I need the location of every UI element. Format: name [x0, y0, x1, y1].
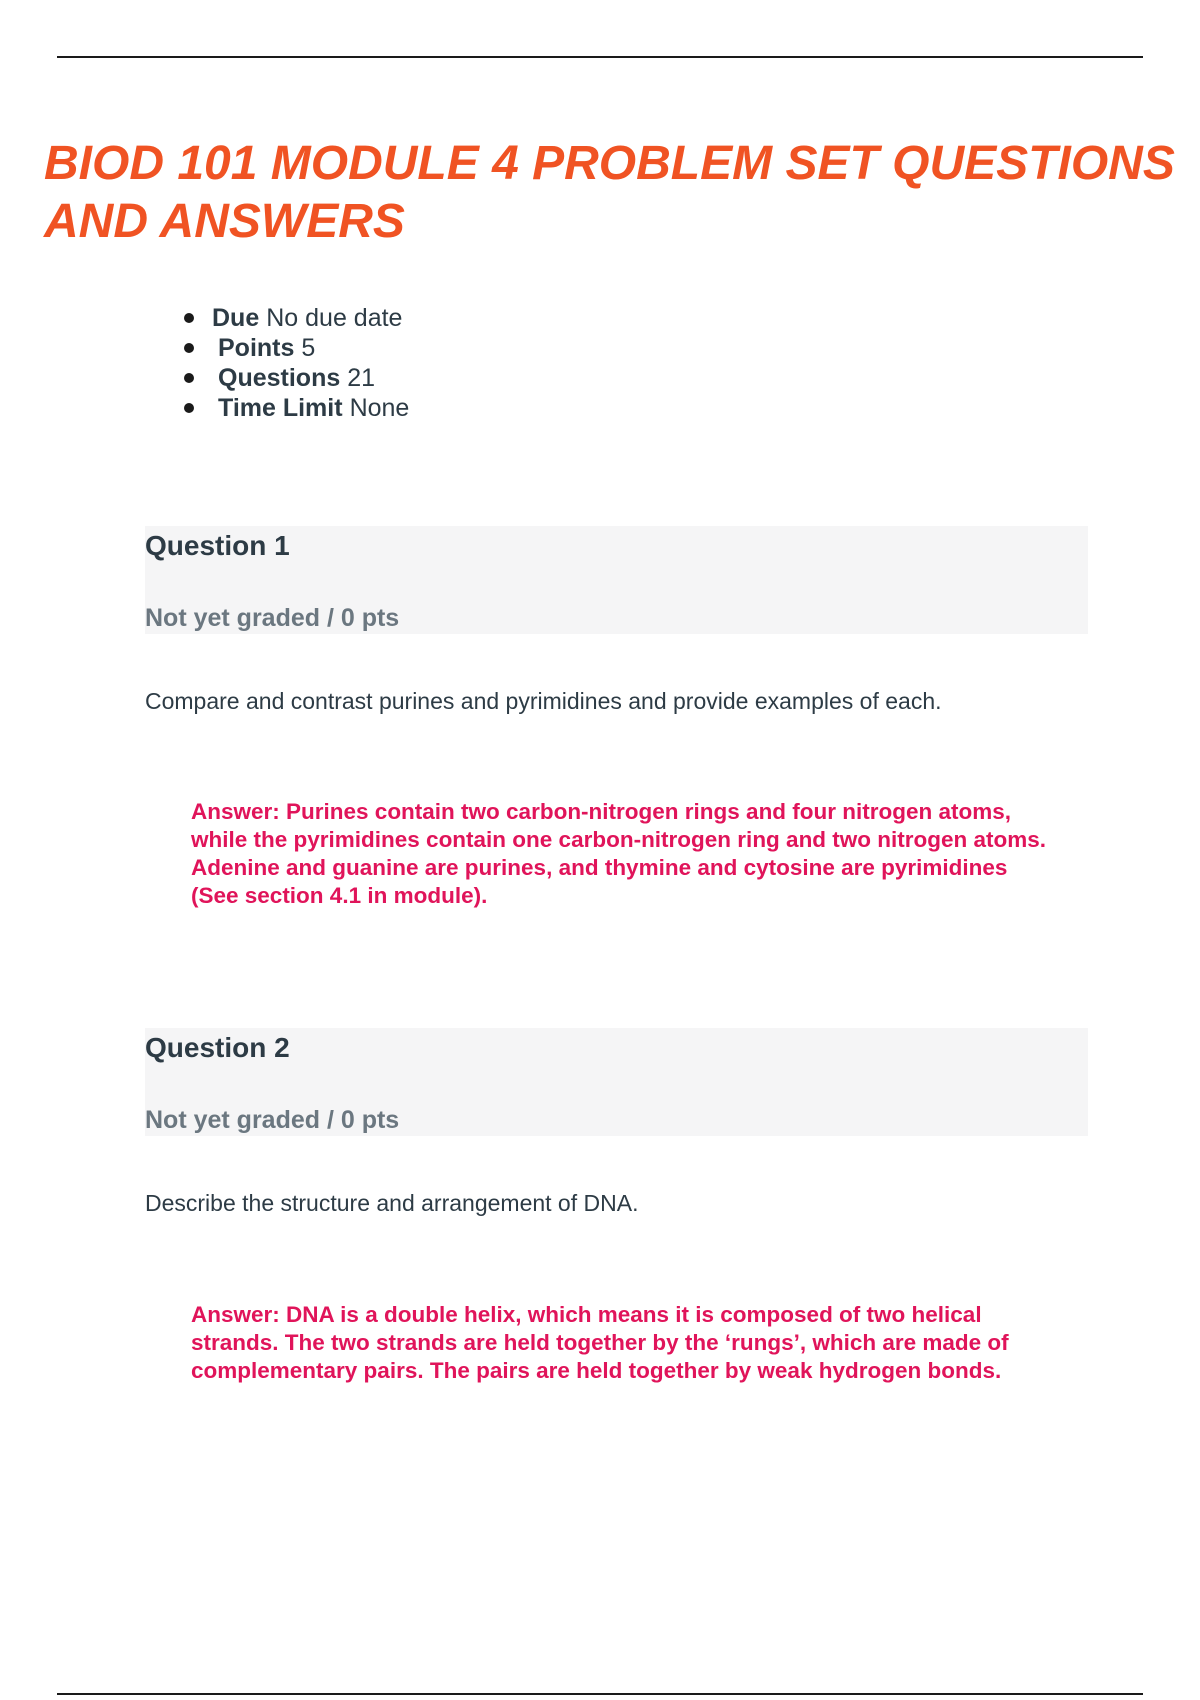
bullet-icon [184, 313, 194, 323]
bullet-icon [184, 343, 194, 353]
detail-due [180, 303, 409, 333]
detail-key: Due [212, 304, 260, 332]
question-2-header [145, 1028, 1088, 1136]
detail-key: Questions [218, 364, 341, 392]
question-title: Question 1 [145, 530, 290, 561]
question-title: Question 2 [145, 1032, 290, 1063]
top-rule [57, 56, 1143, 58]
bullet-icon [184, 373, 194, 383]
question-2-answer: Answer: DNA is a double helix, which means it is composed of two helical strands. The two strands are held together by the ‘rungs’, which are made of complementary pairs. The pairs are held together by weak hydrogen bonds. [191, 1302, 1009, 1383]
detail-value: None [349, 394, 410, 422]
bottom-rule [57, 1693, 1143, 1695]
detail-key: Points [218, 334, 295, 362]
question-2-text: Describe the structure and arrangement of DNA. [145, 1190, 639, 1216]
quiz-details-list [180, 303, 409, 423]
detail-value: 21 [347, 364, 376, 392]
question-1-header [145, 526, 1088, 634]
bullet-icon [184, 403, 194, 413]
question-1-answer: Answer: Purines contain two carbon-nitrogen rings and four nitrogen atoms, while the pyrimidines contain one carbon-nitrogen ring and two nitrogen atoms. Adenine and guanine are purines, and thymine and cytosine are pyrimidines (See section 4.1 in module). [191, 799, 1047, 908]
detail-value: 5 [301, 334, 316, 362]
question-score: Not yet graded / 0 pts [145, 1106, 400, 1134]
detail-questions [180, 363, 409, 393]
detail-points [180, 333, 409, 363]
question-1-text: Compare and contrast purines and pyrimidines and provide examples of each. [145, 688, 942, 714]
detail-value: No due date [266, 304, 403, 332]
page-title: BIOD 101 MODULE 4 PROBLEM SET QUESTIONS AND ANSWERS [44, 137, 1175, 248]
detail-key: Time Limit [218, 394, 343, 422]
question-score: Not yet graded / 0 pts [145, 604, 400, 632]
detail-time-limit [180, 393, 409, 423]
